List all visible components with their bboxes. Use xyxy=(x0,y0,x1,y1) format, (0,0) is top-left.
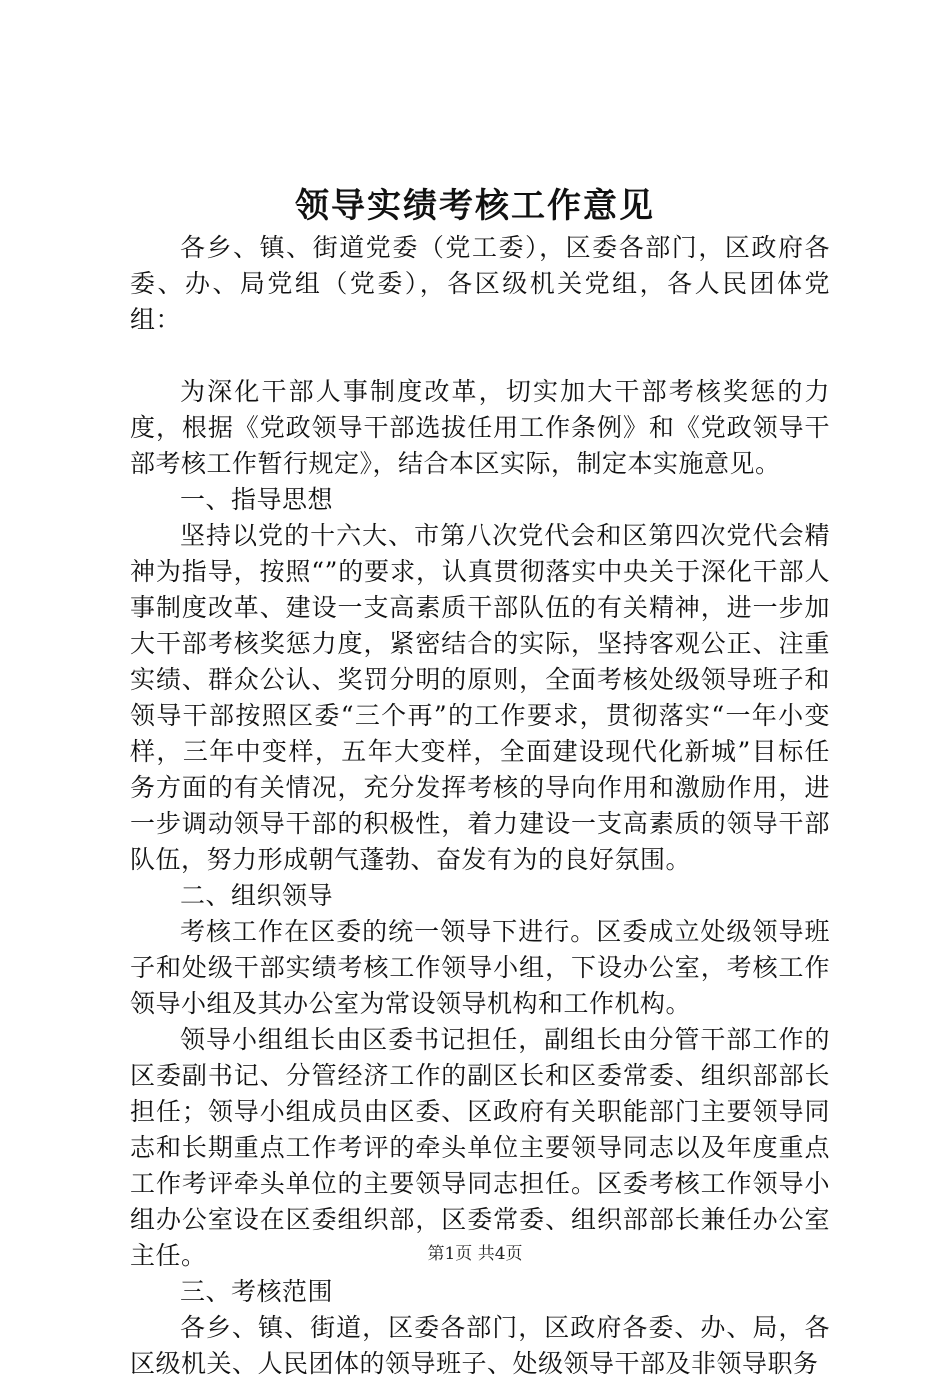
organization-paragraph-2: 领导小组组长由区委书记担任，副组长由分管干部工作的区委副书记、分管经济工作的副区长和区委常委、组织部部长担任；领导小组成员由区委、区政府有关职能部门主要领导同志和长期重点工作考评的牵头单位主要领导同志以及年度重点工作考评牵头单位的主要领导同志担任。区委考核工作领导小组办公室设在区委组织部，区委常委、组织部部长兼任办公室主任。 xyxy=(130,1025,830,1270)
page-number-footer: 第1页 共4页 xyxy=(427,1244,523,1264)
document-title: 领导实绩考核工作意见 xyxy=(295,186,655,226)
section-heading-organization: 二、组织领导 xyxy=(180,881,334,910)
organization-paragraph-1: 考核工作在区委的统一领导下进行。区委成立处级领导班子和处级干部实绩考核工作领导小组，下设办公室，考核工作领导小组及其办公室为常设领导机构和工作机构。 xyxy=(130,917,830,1018)
section-heading-guiding-ideology: 一、指导思想 xyxy=(180,485,334,514)
document-body xyxy=(130,230,830,1382)
guiding-ideology-paragraph: 坚持以党的十六大、市第八次党代会和区第四次党代会精神为指导，按照“”的要求，认真贯彻落实中央关于深化干部人事制度改革、建设一支高素质干部队伍的有关精神，进一步加大干部考核奖惩力度，紧密结合的实际，坚持客观公正、注重实绩、群众公认、奖罚分明的原则，全面考核处级领导班子和领导干部按照区委“三个再”的工作要求，贯彻落实“一年小变样，三年中变样，五年大变样，全面建设现代化新城”目标任务方面的有关情况，充分发挥考核的导向作用和激励作用，进一步调动领导干部的积极性，着力建设一支高素质的领导干部队伍，努力形成朝气蓬勃、奋发有为的良好氛围。 xyxy=(130,521,830,874)
salutation-paragraph: 各乡、镇、街道党委（党工委），区委各部门，区政府各委、办、局党组（党委），各区级机关党组，各人民团体党组： xyxy=(130,233,830,334)
section-heading-scope: 三、考核范围 xyxy=(180,1277,334,1306)
intro-paragraph: 为深化干部人事制度改革，切实加大干部考核奖惩的力度，根据《党政领导干部选拔任用工作条例》和《党政领导干部考核工作暂行规定》，结合本区实际，制定本实施意见。 xyxy=(130,377,830,478)
scope-paragraph: 各乡、镇、街道，区委各部门，区政府各委、办、局，各区级机关、人民团体的领导班子、处级领导干部及非领导职务 xyxy=(130,1313,830,1378)
